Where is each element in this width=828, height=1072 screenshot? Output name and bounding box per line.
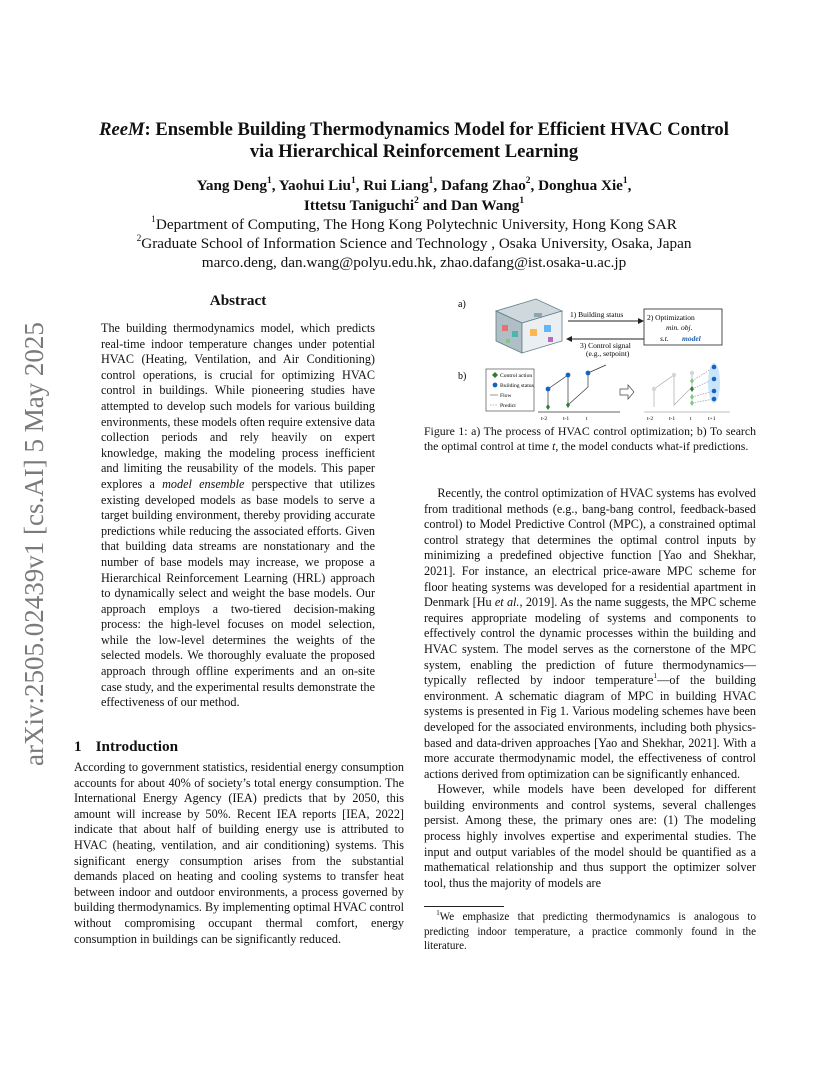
affiliation-1: $^1$Department of Computing, The Hong Kong Polytechnic University, Hong Kong SAR	[151, 215, 677, 233]
arxiv-id-text: arXiv:2505.02439v1 [cs.AI] 5 May 2025	[19, 322, 49, 766]
introduction-body: According to government statistics, residential energy consumption accounts for about 40% of society’s total energy consumption. The International Energy Agency (IEA) predicts that by 2050, this amount will increase by 50%. Recent IEA reports [IEA, 2022] indicate that about half of building energy use is attributed to HVAC (heating, ventilation, and air conditioning) systems. This significant energy consumption arises from the substantial demands placed on heating and cooling systems to transfer heat between indoor and outdoor environments, a process governed by building thermodynamics. By implementing optimal HVAC control without compromising occupant thermal comfort, energy consumption in buildings can be significantly reduced.	[74, 760, 404, 946]
control-signal-label: 3) Control signal	[580, 341, 631, 350]
author: Dafang Zhao	[440, 177, 526, 194]
legend-flow: Flow	[500, 393, 512, 399]
footnote-number: 1	[436, 909, 440, 917]
tick-left-t-1: t-1	[563, 416, 570, 422]
prediction-points	[652, 365, 717, 406]
footnote: $^1$We emphasize that predicting thermodynamics is analogous to predicting indoor temperature, a practice commonly found in the literature.	[424, 909, 756, 952]
tick-left-t-2: t-2	[541, 416, 548, 422]
legend-control-action: Control action	[500, 373, 533, 379]
affiliation-2: $^2$Graduate School of Information Science and Technology , Osaka University, Osaka, Japan	[136, 234, 692, 252]
title-line1: : Ensemble Building Thermodynamics Model for Efficient HVAC Control	[144, 119, 729, 140]
author: Rui Liang	[363, 177, 429, 194]
author: Yang Deng	[196, 177, 268, 194]
tick-right-t+1: t+1	[708, 416, 716, 422]
figure-1	[420, 295, 756, 423]
legend-predict: Predict	[500, 403, 516, 409]
author: Donghua Xie	[538, 177, 623, 194]
author: Ittetsu Taniguchi	[303, 197, 415, 214]
section-heading-introduction	[74, 738, 192, 756]
tick-right-t-2: t-2	[647, 416, 654, 422]
transition-arrow	[620, 385, 634, 399]
paragraph-mpc: Recently, the control optimization of HVAC systems has evolved from traditional methods (e.g., bang-bang control, feedback-based control) to Model Predictive Control (MPC), a constrained optimal control strategy that determines the optimal control inputs by minimizing a predefined objective function [Yao and Shekhar, 2021]. For instance, an electrical price-aware MPC scheme for floor heating systems was developed for a residential apartment in Denmark [Hu et al., 2019]. As the name suggests, the MPC scheme requires appropriate modeling of systems and components to effectively control the dynamic processes within the building and HVAC system. The model serves as the cornerstone of the MPC system, enabling the prediction of future thermodynamics—typically reflected by indoor temperature$^1$—of the building environment. A schematic diagram of MPC in building HVAC systems is presented in Fig 1. Various modeling schemes have been developed for the associated environments, including both physics-based and data-driven approaches [Yao and Shekhar, 2021]. With a more accurate thermodynamic model, the effectiveness of control actions derived from optimization can be significantly enhanced.	[424, 486, 757, 781]
building-illustration	[496, 299, 562, 353]
author-emails: marco.deng, dan.wang@polyu.edu.hk, zhao.dafang@ist.osaka-u.ac.jp	[201, 254, 627, 271]
abstract-heading: Abstract	[209, 292, 267, 309]
paper-title	[80, 119, 748, 163]
footnote-ref: 1	[653, 671, 658, 681]
building-status-label: 1) Building status	[570, 310, 624, 319]
affiliations	[80, 215, 748, 272]
panel-b-label: b)	[458, 371, 467, 382]
figure-1-caption: Figure 1: a) The process of HVAC control optimization; b) To search the optimal control at time t, the model conducts what-if predictions.	[424, 424, 756, 453]
abstract-body: The building thermodynamics model, which predicts real-time indoor temperature changes under potential HVAC (Heating, Ventilation, and Air Conditioning) control operations, is crucial for optimizing HVAC control in buildings. While pioneering studies have attempted to develop such models for various building environments, these models often require extensive data collection periods and rely heavily on expert knowledge, making the modeling process inefficient and limiting the reusability of the models. This paper explores a model ensemble perspective that utilizes existing developed models as base models to serve a target building environment, thereby providing accurate predictions while reducing the associated efforts. Given that building data streams are nonstationary and the number of base models may increase, we propose a Hierarchical Reinforcement Learning (HRL) approach to dynamically select and weight the base models. Our approach employs a two-tiered decision-making process: the high-level focuses on model selection, while the low-level determines the weights of the selected models. We thoroughly evaluate the proposed approach through offline experiments and an on-site case study, and the experimental results demonstrate the effectiveness of our method.	[101, 321, 375, 710]
author: Yaohui Liu	[278, 177, 351, 194]
model-label: model	[682, 334, 701, 343]
author-list: Yang Deng$^1$, Yaohui Liu$^1$, Rui Liang$^1$, Dafang Zhao$^2$, Donghua Xie$^1$, Ittetsu Taniguchi$^2$ and Dan Wang$^1$	[196, 176, 632, 214]
constraint-label: s.t.	[660, 334, 669, 343]
tick-right-t: t	[690, 416, 692, 422]
arxiv-identifier	[12, 308, 54, 772]
footnote-rule	[424, 906, 504, 907]
author: Dan Wang	[450, 197, 520, 214]
panel-a-label: a)	[458, 299, 466, 310]
optimization-label: 2) Optimization	[647, 313, 695, 322]
right-column-body	[424, 486, 756, 891]
legend-building-status: Building status	[500, 383, 534, 389]
setpoint-label: (e.g., setpoint)	[586, 349, 630, 358]
title-system-name: ReeM	[99, 119, 145, 140]
section-title: Introduction	[95, 738, 179, 755]
section-number: 1	[74, 738, 82, 755]
paragraph-challenges: However, while models have been developed for different building environments and control systems, several challenges persist. Among these, the primary ones are: (1) The modeling process highly involves expertise and experimental studies. The input and output variables of the model should be quantified as a mathematical relationship and thus support the optimizer solver tool, thus the majority of models are	[424, 782, 756, 890]
tick-left-t: t	[586, 416, 588, 422]
tick-right-t-1: t-1	[669, 416, 676, 422]
title-line2: via Hierarchical Reinforcement Learning	[249, 141, 579, 162]
objective-label: min. obj.	[666, 323, 693, 332]
